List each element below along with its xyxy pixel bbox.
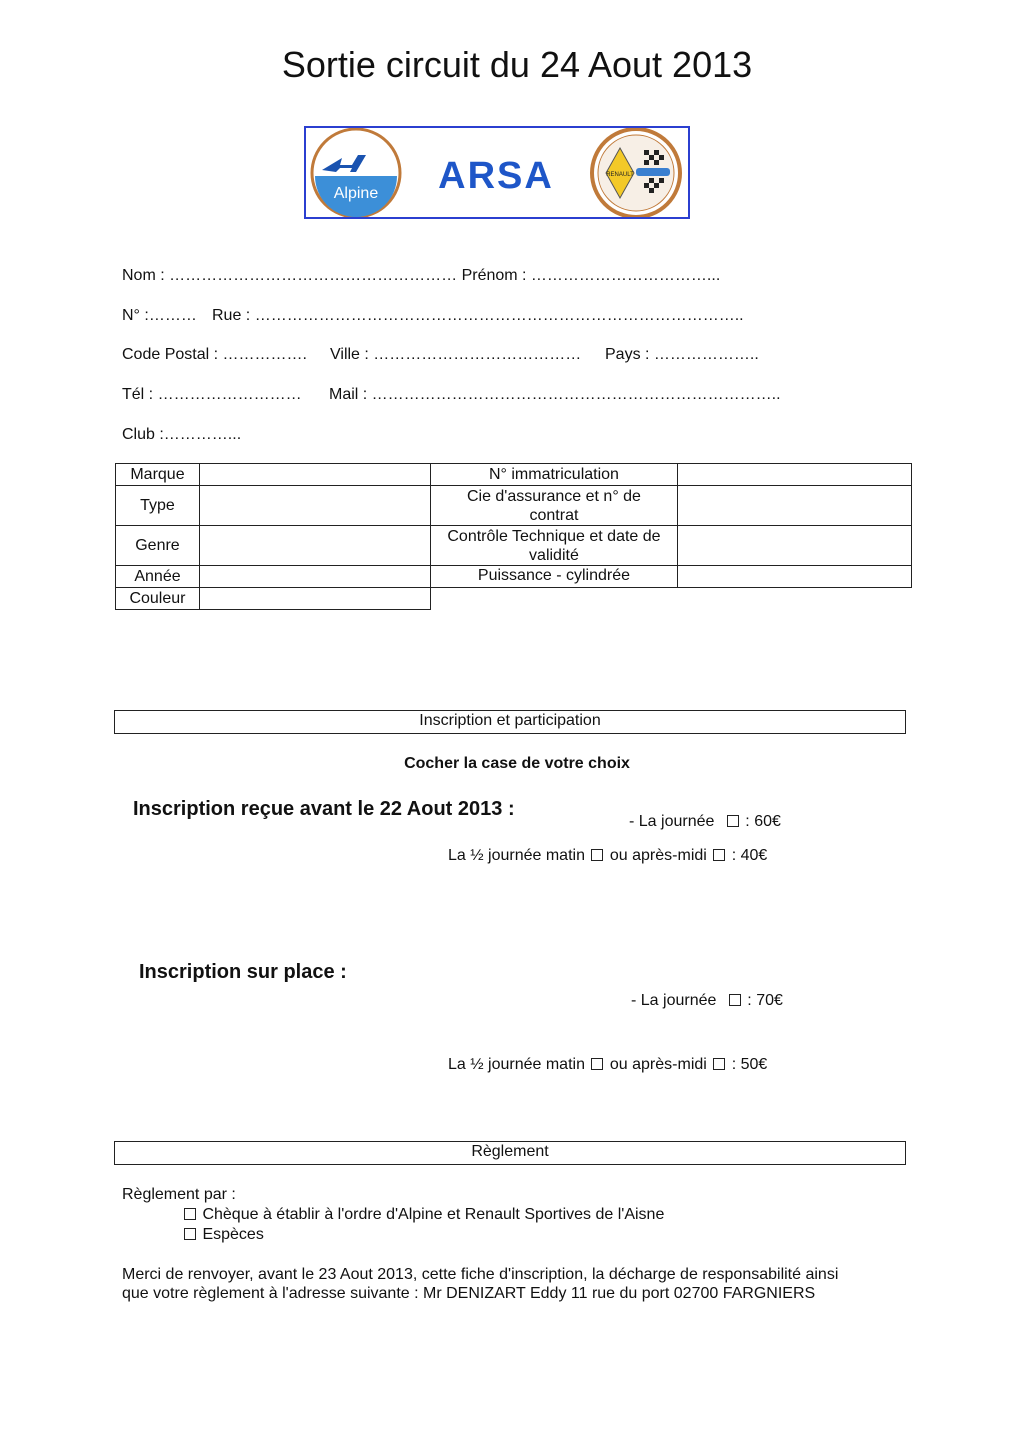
early-afternoon-checkbox[interactable] [713,849,725,861]
reglement-header: Règlement [114,1141,906,1165]
genre-label: Genre [116,526,200,566]
onsite-morning-checkbox[interactable] [591,1058,603,1070]
onsite-half-price: : 50€ [731,1056,768,1073]
onsite-title: Inscription sur place : [139,961,347,983]
immat-label: N° immatriculation [430,464,678,486]
immat-input[interactable] [678,464,912,486]
club-field[interactable]: Club :…………... [122,426,242,443]
arsa-logo-graphic [306,128,688,217]
onsite-half-label: La ½ journée matin [448,1056,585,1073]
instruction-text: Cocher la case de votre choix [404,755,630,772]
assurance-input[interactable] [678,486,912,526]
country-field[interactable]: Pays : ……………….. [605,346,759,363]
early-day-label: - La journée [629,813,715,830]
cheque-option [184,1206,664,1224]
early-half-label: La ½ journée matin [448,847,585,864]
onsite-day-label: - La journée [631,992,717,1009]
alpine-logo-text: Alpine [333,185,379,202]
return-note-line1: Merci de renvoyer, avant le 23 Aout 2013, cette fiche d'inscription, la décharge de responsabilité ainsi [122,1266,839,1283]
onsite-half-mid-label: ou après-midi [609,1056,707,1073]
early-day-option [629,813,781,831]
marque-input[interactable] [199,464,430,486]
couleur-input[interactable] [199,588,430,610]
puissance-label: Puissance - cylindrée [430,566,678,588]
street-field[interactable]: Rue : ……………………………………………………………………………….. [212,307,744,324]
page-title: Sortie circuit du 24 Aout 2013 [281,44,753,85]
especes-label: Espèces [202,1226,264,1243]
controle-label: Contrôle Technique et date de validité [430,526,678,566]
couleur-label: Couleur [116,588,200,610]
assurance-label: Cie d'assurance et n° de contrat [430,486,678,526]
vehicle-table [115,463,912,610]
onsite-day-price: : 70€ [747,992,783,1009]
cheque-label: Chèque à établir à l'ordre d'Alpine et Renault Sportives de l'Aisne [202,1206,665,1223]
early-title: Inscription reçue avant le 22 Aout 2013 : [133,798,515,820]
postal-code-field[interactable]: Code Postal : ……………. [122,346,307,363]
early-half-mid-label: ou après-midi [609,847,707,864]
especes-checkbox[interactable] [184,1228,196,1240]
genre-input[interactable] [199,526,430,566]
early-day-price: : 60€ [745,813,781,830]
renault-logo-text: RENAULT [606,172,634,178]
cheque-checkbox[interactable] [184,1208,196,1220]
puissance-input[interactable] [678,566,912,588]
early-morning-checkbox[interactable] [591,849,603,861]
onsite-day-checkbox[interactable] [729,994,741,1006]
early-half-price: : 40€ [731,847,768,864]
name-line[interactable]: Nom : ……………………………………………… Prénom : ……………………………... [122,267,721,284]
controle-input[interactable] [678,526,912,566]
onsite-half-option [448,1056,767,1074]
phone-field[interactable]: Tél : ……………………… [122,386,302,403]
marque-label: Marque [116,464,200,486]
onsite-day-option [631,992,783,1010]
early-day-checkbox[interactable] [727,815,739,827]
type-label: Type [116,486,200,526]
early-half-option [448,847,767,865]
annee-label: Année [116,566,200,588]
onsite-afternoon-checkbox[interactable] [713,1058,725,1070]
mail-field[interactable]: Mail : ………………………………………………………………….. [329,386,781,403]
city-field[interactable]: Ville : ………………………………… [330,346,582,363]
return-note-line2: que votre règlement à l'adresse suivante : Mr DENIZART Eddy 11 rue du port 02700 FARGNIERS [122,1285,816,1302]
arsa-logo-text: ARSA [438,155,554,197]
type-input[interactable] [199,486,430,526]
annee-input[interactable] [199,566,430,588]
inscription-header: Inscription et participation [114,710,906,734]
arsa-logo [304,126,690,219]
street-number-field[interactable]: N° :……… [122,307,197,324]
especes-option [184,1226,264,1244]
reglement-intro: Règlement par : [122,1186,236,1203]
